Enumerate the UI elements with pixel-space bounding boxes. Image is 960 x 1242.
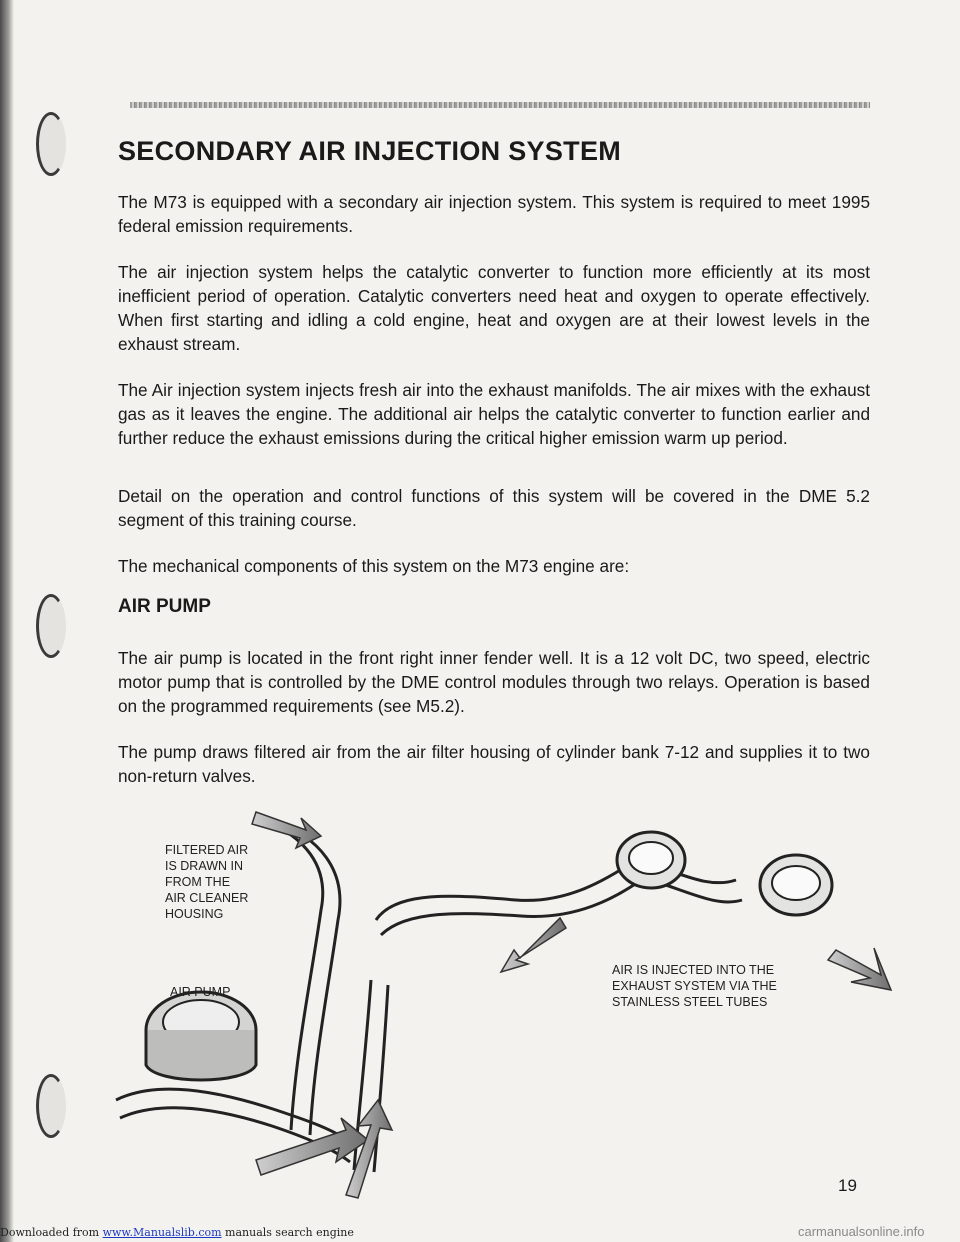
callout-line: EXHAUST SYSTEM VIA THE: [612, 979, 777, 993]
callout-air-injected: [612, 962, 777, 1010]
page-number: 19: [838, 1176, 857, 1195]
callout-filtered-air: [165, 842, 248, 922]
callout-line: AIR IS INJECTED INTO THE: [612, 963, 775, 977]
footer-prefix: Downloaded from: [0, 1226, 103, 1239]
download-footer: [0, 1226, 354, 1239]
callout-line: AIR CLEANER: [165, 891, 249, 905]
callout-line: STAINLESS STEEL TUBES: [612, 995, 768, 1009]
binder-edge: [0, 0, 14, 1242]
callout-line: IS DRAWN IN: [165, 859, 244, 873]
callout-line: FROM THE: [165, 875, 231, 889]
callout-line: FILTERED AIR: [165, 843, 249, 857]
watermark: carmanualsonline.info: [798, 1224, 925, 1239]
paragraph-detail: Detail on the operation and control functions of this system will be covered in the DME 5.2 segment of this training course.: [118, 486, 870, 530]
header-rule: [130, 102, 870, 108]
air-pump-shape: [146, 992, 256, 1080]
page-title: SECONDARY AIR INJECTION SYSTEM: [118, 136, 622, 166]
footer-suffix: manuals search engine: [221, 1226, 354, 1239]
section-title: AIR PUMP: [118, 596, 211, 617]
paragraph-pump-flow: The pump draws filtered air from the air filter housing of cylinder bank 7-12 and supplies it to two non-return valves.: [118, 742, 870, 786]
callout-air-pump: AIR PUMP: [170, 985, 231, 999]
manualslib-link[interactable]: www.Manualslib.com: [102, 1226, 222, 1239]
punch-hole: [36, 112, 66, 176]
paragraph-air-pump: The air pump is located in the front right inner fender well. It is a 12 volt DC, two speed, electric motor pump that is controlled by the DME control modules through two relays. Operation is based on the programmed requirements (see M5.2).: [118, 648, 870, 716]
paragraph-operation: The Air injection system injects fresh air into the exhaust manifolds. The air mixes with the exhaust gas as it leaves the engine. The additional air helps the catalytic converter to function earlier and further reduce the exhaust emissions during the critical higher emission warm up period.: [118, 380, 870, 448]
punch-hole: [36, 594, 66, 658]
paragraph-components: The mechanical components of this system on the M73 engine are:: [118, 556, 630, 576]
paragraph-purpose: The air injection system helps the catalytic converter to function more efficiently at its most inefficient period of operation. Catalytic converters need heat and oxygen to operate effectively. When first starting and idling a cold engine, heat and oxygen are at their lowest levels in the exhaust stream.: [118, 262, 870, 354]
paragraph-intro: The M73 is equipped with a secondary air injection system. This system is required to meet 1995 federal emission requirements.: [118, 192, 870, 236]
callout-line: HOUSING: [165, 907, 224, 921]
punch-hole: [36, 1074, 66, 1138]
